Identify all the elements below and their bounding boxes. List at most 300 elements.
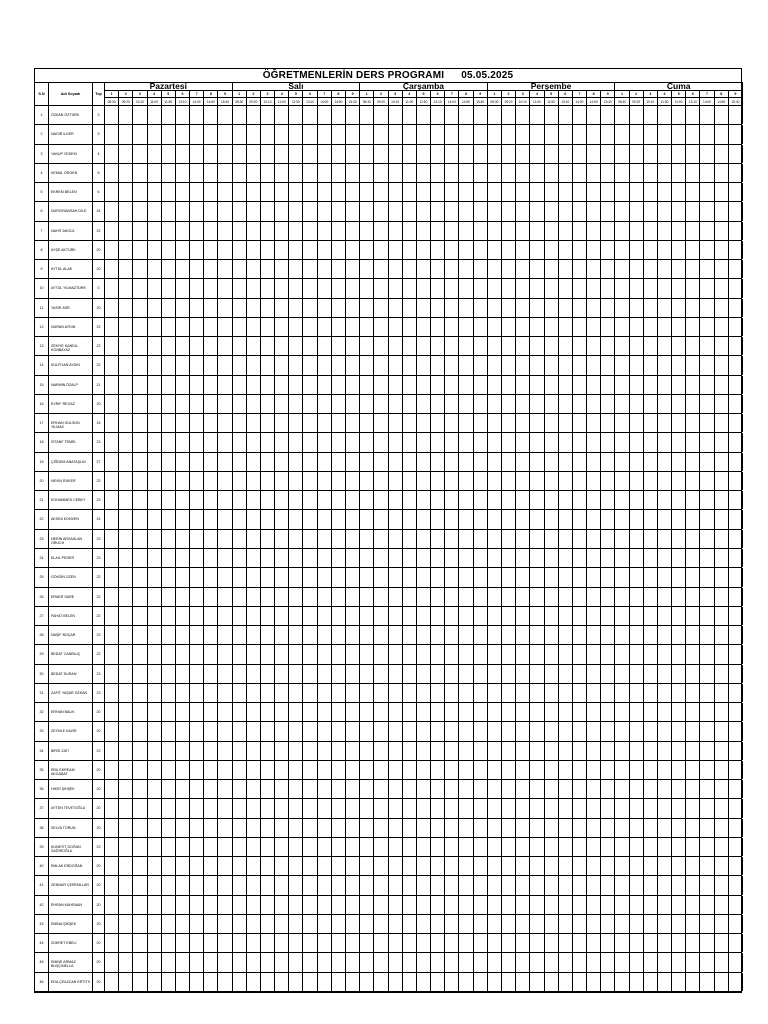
schedule-cell [247, 549, 261, 567]
schedule-cell [119, 125, 133, 143]
teacher-no: 30 [35, 665, 49, 683]
schedule-cell [516, 665, 530, 683]
teacher-no: 4 [35, 164, 49, 182]
period-number: 4 [275, 91, 289, 98]
schedule-cell [516, 337, 530, 355]
schedule-cell [204, 222, 218, 240]
schedule-cell [573, 761, 587, 779]
period-number: 1 [615, 91, 629, 98]
schedule-cell [686, 761, 700, 779]
schedule-cell [332, 472, 346, 490]
schedule-cell [615, 356, 629, 374]
schedule-cell [474, 626, 488, 644]
schedule-cell [700, 568, 714, 586]
schedule-cell [658, 125, 672, 143]
schedule-cell [204, 318, 218, 336]
schedule-cell [516, 626, 530, 644]
schedule-cell [119, 742, 133, 760]
schedule-cell [474, 857, 488, 875]
schedule-cell [459, 799, 473, 817]
schedule-cell [672, 202, 686, 220]
schedule-cell [630, 222, 644, 240]
schedule-cell [318, 299, 332, 317]
schedule-cell [374, 202, 388, 220]
schedule-cell [289, 106, 303, 124]
schedule-cell [218, 665, 232, 683]
schedule-cell [233, 222, 247, 240]
schedule-cell [587, 799, 601, 817]
schedule-cell [332, 780, 346, 798]
schedule-cell [233, 510, 247, 528]
schedule-cell [389, 780, 403, 798]
table-row [35, 299, 741, 318]
schedule-cell [587, 337, 601, 355]
schedule-cell [644, 279, 658, 297]
schedule-cell [516, 260, 530, 278]
schedule-cell [346, 761, 360, 779]
schedule-cell [289, 934, 303, 952]
period-time: 13:10 [686, 98, 700, 106]
schedule-cell [346, 549, 360, 567]
schedule-cell [658, 530, 672, 548]
schedule-cell [658, 453, 672, 471]
schedule-cell [488, 934, 502, 952]
schedule-cell [715, 279, 729, 297]
teacher-no: 26 [35, 588, 49, 606]
schedule-cell [176, 799, 190, 817]
schedule-cell [445, 703, 459, 721]
teacher-name: ERHAN BALIK [49, 703, 93, 721]
schedule-cell [431, 530, 445, 548]
schedule-cell [233, 279, 247, 297]
schedule-cell [374, 568, 388, 586]
schedule-cell [672, 607, 686, 625]
schedule-cell [105, 510, 119, 528]
schedule-cell [133, 742, 147, 760]
schedule-cell [176, 549, 190, 567]
teacher-hours: 20 [93, 953, 105, 971]
schedule-cell [346, 510, 360, 528]
schedule-cell [715, 973, 729, 991]
period-number: 3 [261, 91, 275, 98]
schedule-cell [587, 626, 601, 644]
schedule-cell [700, 876, 714, 894]
teacher-name: İSTANF TEMEL [49, 433, 93, 451]
schedule-cell [715, 491, 729, 509]
schedule-cell [389, 241, 403, 259]
schedule-cell [148, 125, 162, 143]
schedule-cell [573, 222, 587, 240]
schedule-cell [346, 703, 360, 721]
schedule-cell [474, 453, 488, 471]
schedule-cell [530, 125, 544, 143]
schedule-cell [488, 742, 502, 760]
schedule-cell [488, 472, 502, 490]
schedule-cell [233, 876, 247, 894]
schedule-cell [247, 376, 261, 394]
schedule-cell [389, 433, 403, 451]
schedule-cell [360, 568, 374, 586]
schedule-cell [303, 953, 317, 971]
schedule-cell [587, 164, 601, 182]
schedule-cell [105, 665, 119, 683]
schedule-cell [190, 318, 204, 336]
teacher-hours: 22 [93, 318, 105, 336]
schedule-cell [587, 145, 601, 163]
schedule-cell [332, 761, 346, 779]
schedule-cell [474, 472, 488, 490]
schedule-cell [176, 819, 190, 837]
schedule-cell [459, 318, 473, 336]
schedule-cell [445, 472, 459, 490]
schedule-cell [658, 857, 672, 875]
schedule-cell [601, 857, 615, 875]
schedule-cell [601, 530, 615, 548]
schedule-cell [119, 761, 133, 779]
schedule-cell [516, 838, 530, 856]
schedule-cell [289, 799, 303, 817]
teacher-hours: 22 [93, 356, 105, 374]
schedule-cell [601, 279, 615, 297]
schedule-cell [162, 491, 176, 509]
schedule-cell [488, 645, 502, 663]
schedule-cell [247, 665, 261, 683]
schedule-cell [204, 164, 218, 182]
period-time: 10:10 [133, 98, 147, 106]
schedule-cell [346, 414, 360, 432]
schedule-cell [516, 684, 530, 702]
schedule-cell [417, 125, 431, 143]
schedule-cell [559, 472, 573, 490]
schedule-cell [516, 953, 530, 971]
schedule-cell [403, 376, 417, 394]
schedule-cell [360, 722, 374, 740]
teacher-name: ZÜKRET EBELİ [49, 934, 93, 952]
schedule-cell [587, 953, 601, 971]
schedule-cell [389, 645, 403, 663]
schedule-cell [601, 472, 615, 490]
schedule-cell [630, 953, 644, 971]
table-row [35, 857, 741, 876]
schedule-cell [374, 799, 388, 817]
schedule-cell [700, 645, 714, 663]
schedule-cell [516, 568, 530, 586]
schedule-cell [389, 414, 403, 432]
schedule-cell [700, 510, 714, 528]
schedule-cell [630, 626, 644, 644]
schedule-cell [630, 780, 644, 798]
teacher-name: EDA ÇEAZCAN ERTİTS [49, 973, 93, 991]
schedule-cell [360, 819, 374, 837]
schedule-cell [119, 799, 133, 817]
schedule-cell [601, 588, 615, 606]
schedule-cell [190, 376, 204, 394]
schedule-cell [119, 241, 133, 259]
period-time: 10:10 [516, 98, 530, 106]
schedule-cell [303, 356, 317, 374]
schedule-cell [389, 684, 403, 702]
schedule-cell [686, 318, 700, 336]
schedule-cell [502, 703, 516, 721]
schedule-cell [474, 665, 488, 683]
schedule-cell [332, 125, 346, 143]
teacher-no: 22 [35, 510, 49, 528]
schedule-cell [516, 279, 530, 297]
schedule-cell [644, 125, 658, 143]
schedule-cell [332, 106, 346, 124]
schedule-cell [119, 433, 133, 451]
schedule-cell [204, 453, 218, 471]
schedule-cell [233, 607, 247, 625]
schedule-cell [247, 260, 261, 278]
schedule-cell [289, 337, 303, 355]
schedule-cell [417, 183, 431, 201]
schedule-cell [530, 222, 544, 240]
title-text: ÖĞRETMENLERİN DERS PROGRAMI [262, 70, 445, 81]
schedule-cell [303, 645, 317, 663]
schedule-cell [119, 530, 133, 548]
schedule-cell [573, 183, 587, 201]
schedule-cell [715, 838, 729, 856]
schedule-cell [233, 453, 247, 471]
schedule-cell [162, 433, 176, 451]
schedule-cell [275, 819, 289, 837]
schedule-cell [474, 953, 488, 971]
schedule-cell [474, 337, 488, 355]
schedule-cell [119, 106, 133, 124]
schedule-cell [261, 510, 275, 528]
schedule-cell [686, 549, 700, 567]
schedule-cell [332, 607, 346, 625]
period-time: 14:50 [587, 98, 601, 106]
period-number: 3 [644, 91, 658, 98]
schedule-cell [502, 202, 516, 220]
schedule-cell [573, 279, 587, 297]
schedule-cell [204, 433, 218, 451]
schedule-cell [148, 414, 162, 432]
schedule-cell [488, 202, 502, 220]
schedule-cell [502, 857, 516, 875]
table-row [35, 588, 741, 607]
teacher-hours: 23 [93, 433, 105, 451]
schedule-cell [700, 626, 714, 644]
schedule-cell [303, 549, 317, 567]
schedule-cell [417, 665, 431, 683]
schedule-cell [417, 819, 431, 837]
schedule-cell [644, 896, 658, 914]
period-time: 13:10 [559, 98, 573, 106]
schedule-cell [190, 799, 204, 817]
teacher-no: 31 [35, 684, 49, 702]
schedule-cell [630, 356, 644, 374]
schedule-cell [218, 356, 232, 374]
schedule-cell [261, 433, 275, 451]
schedule-cell [459, 183, 473, 201]
schedule-cell [360, 703, 374, 721]
schedule-cell [672, 356, 686, 374]
schedule-cell [502, 876, 516, 894]
schedule-cell [190, 819, 204, 837]
schedule-cell [672, 530, 686, 548]
schedule-cell [289, 838, 303, 856]
teacher-hours: 23 [93, 665, 105, 683]
table-row [35, 645, 741, 664]
schedule-cell [389, 279, 403, 297]
schedule-cell [346, 164, 360, 182]
schedule-cell [403, 337, 417, 355]
schedule-cell [218, 896, 232, 914]
schedule-cell [218, 549, 232, 567]
schedule-cell [459, 973, 473, 991]
schedule-cell [403, 876, 417, 894]
schedule-cell [218, 607, 232, 625]
schedule-cell [630, 433, 644, 451]
teacher-no: 17 [35, 414, 49, 432]
schedule-cell [148, 857, 162, 875]
schedule-cell [148, 106, 162, 124]
teacher-name: YAKUP YEDEKI [49, 145, 93, 163]
schedule-cell [360, 106, 374, 124]
schedule-cell [644, 665, 658, 683]
schedule-cell [729, 799, 743, 817]
schedule-cell [502, 588, 516, 606]
schedule-cell [247, 684, 261, 702]
schedule-cell [133, 376, 147, 394]
schedule-cell [530, 626, 544, 644]
schedule-cell [261, 202, 275, 220]
schedule-cell [162, 953, 176, 971]
table-row [35, 202, 741, 221]
schedule-cell [729, 356, 743, 374]
schedule-cell [445, 106, 459, 124]
schedule-cell [247, 568, 261, 586]
schedule-cell [218, 588, 232, 606]
period-time: 10:10 [389, 98, 403, 106]
schedule-cell [275, 299, 289, 317]
schedule-cell [672, 299, 686, 317]
schedule-cell [374, 838, 388, 856]
schedule-cell [119, 645, 133, 663]
teacher-name: NERİN ARSASLAN ORUCH [49, 530, 93, 548]
schedule-cell [686, 530, 700, 548]
schedule-cell [601, 376, 615, 394]
schedule-cell [389, 819, 403, 837]
schedule-cell [729, 433, 743, 451]
schedule-cell [672, 414, 686, 432]
schedule-cell [601, 607, 615, 625]
schedule-cell [360, 530, 374, 548]
schedule-cell [332, 819, 346, 837]
schedule-cell [148, 722, 162, 740]
schedule-cell [729, 414, 743, 432]
day-header: Salı [233, 82, 361, 91]
schedule-cell [389, 530, 403, 548]
schedule-cell [615, 549, 629, 567]
teacher-name: KÜNEYİT DOĞAN SAĞIROĞLU [49, 838, 93, 856]
schedule-cell [148, 356, 162, 374]
schedule-cell [417, 568, 431, 586]
schedule-cell [729, 202, 743, 220]
schedule-cell [431, 356, 445, 374]
schedule-cell [502, 973, 516, 991]
teacher-hours: 24 [93, 202, 105, 220]
schedule-cell [474, 183, 488, 201]
schedule-cell [630, 607, 644, 625]
schedule-cell [474, 145, 488, 163]
schedule-cell [403, 414, 417, 432]
schedule-cell [431, 125, 445, 143]
schedule-cell [176, 106, 190, 124]
schedule-cell [729, 241, 743, 259]
schedule-cell [389, 125, 403, 143]
schedule-cell [374, 472, 388, 490]
schedule-cell [459, 819, 473, 837]
schedule-cell [587, 414, 601, 432]
schedule-cell [601, 510, 615, 528]
schedule-cell [233, 742, 247, 760]
schedule-cell [488, 491, 502, 509]
schedule-cell [545, 761, 559, 779]
schedule-cell [162, 299, 176, 317]
schedule-cell [176, 607, 190, 625]
schedule-cell [474, 588, 488, 606]
schedule-cell [318, 568, 332, 586]
schedule-cell [261, 665, 275, 683]
schedule-cell [601, 838, 615, 856]
schedule-cell [346, 684, 360, 702]
schedule-cell [658, 318, 672, 336]
schedule-cell [303, 106, 317, 124]
schedule-cell [247, 395, 261, 413]
schedule-cell [474, 722, 488, 740]
teacher-name: GÖKSİN ÜZEN [49, 568, 93, 586]
schedule-cell [417, 453, 431, 471]
schedule-cell [261, 722, 275, 740]
table-row [35, 703, 741, 722]
schedule-cell [389, 453, 403, 471]
schedule-cell [247, 183, 261, 201]
schedule-cell [148, 510, 162, 528]
period-number: 6 [559, 91, 573, 98]
schedule-cell [332, 645, 346, 663]
schedule-cell [445, 433, 459, 451]
schedule-cell [318, 549, 332, 567]
schedule-cell [148, 684, 162, 702]
period-time: 11:50 [672, 98, 686, 106]
table-row [35, 722, 741, 741]
teacher-hours: 23 [93, 530, 105, 548]
schedule-cell [686, 857, 700, 875]
schedule-cell [105, 742, 119, 760]
schedule-cell [417, 241, 431, 259]
schedule-cell [218, 857, 232, 875]
teacher-no: 37 [35, 799, 49, 817]
schedule-cell [601, 337, 615, 355]
schedule-cell [417, 588, 431, 606]
schedule-cell [516, 202, 530, 220]
schedule-cell [516, 857, 530, 875]
schedule-cell [630, 973, 644, 991]
schedule-cell [275, 626, 289, 644]
schedule-cell [573, 915, 587, 933]
schedule-cell [573, 414, 587, 432]
schedule-cell [729, 819, 743, 837]
schedule-cell [630, 588, 644, 606]
period-number: 2 [502, 91, 516, 98]
schedule-cell [715, 819, 729, 837]
schedule-cell [190, 645, 204, 663]
schedule-cell [488, 626, 502, 644]
